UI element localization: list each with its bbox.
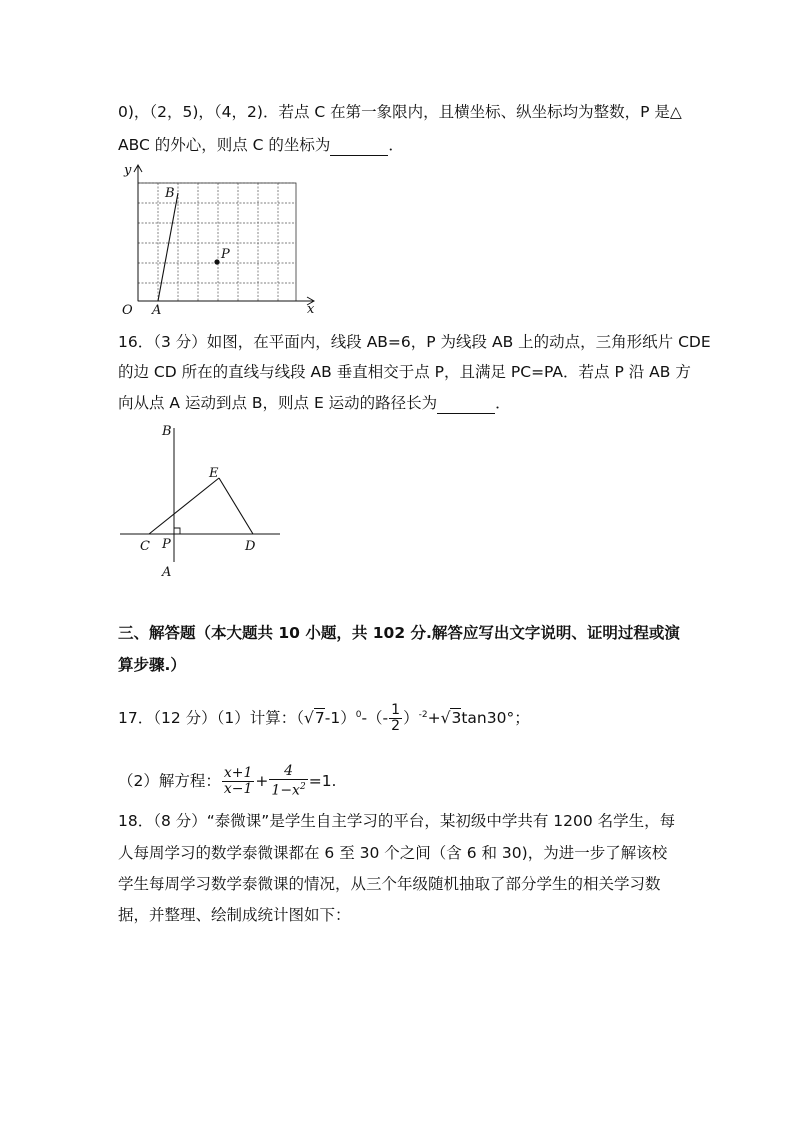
fraction-2 — [269, 764, 307, 799]
label-b: B — [165, 186, 175, 201]
q18-line-1: 18．（8 分）“泰微课”是学生自主学习的平台，某初级中学共有 1200 名学生，每 — [118, 812, 676, 830]
q15-line-2-end: ． — [388, 136, 404, 154]
q17-tail: tan30°； — [461, 709, 530, 727]
q15-line-1: 0)，（2，5)，（4，2)．若点 C 在第一象限内，且横坐标、纵坐标均为整数，P 是△ — [118, 103, 682, 121]
label-a: A — [162, 565, 172, 580]
q16-figure — [118, 420, 298, 585]
label-p: P — [162, 537, 171, 552]
sqrt-3: √3 — [440, 709, 462, 727]
segment-ab — [158, 193, 178, 301]
point-p — [214, 259, 219, 264]
q18-line-2: 人每周学习的数学泰微课都在 6 至 30 个之间（含 6 和 30)，为进一步了解该校 — [118, 844, 668, 862]
fraction-1-num: x+1 — [223, 764, 253, 781]
fraction-half-den: 2 — [391, 718, 401, 734]
q17-dash: -（- — [361, 709, 389, 727]
label-o: O — [122, 303, 133, 318]
fraction-2-den-exp: 2 — [299, 782, 306, 792]
q17-plus: + — [427, 709, 441, 727]
sqrt-7: √7 — [304, 709, 325, 727]
fraction-half — [389, 703, 402, 734]
fraction-2-den — [269, 779, 307, 799]
q18-line-4: 据，并整理、绘制成统计图如下： — [118, 906, 351, 924]
exp-0: 0 — [355, 709, 362, 720]
q17-prefix: 17．（12 分）（1）计算：（ — [118, 709, 304, 727]
section-3-heading-line-2: 算步骤.） — [118, 656, 186, 674]
q17-close: ） — [403, 709, 419, 727]
q16-line-1: 16．（3 分）如图，在平面内，线段 AB=6，P 为线段 AB 上的动点，三角形纸片 CDE — [118, 333, 711, 351]
label-a: A — [152, 303, 162, 318]
q17-part-1 — [118, 703, 530, 734]
fraction-2-num: 4 — [284, 763, 294, 779]
q17-plus-2: + — [255, 771, 269, 790]
exp-neg-2: -2 — [418, 709, 428, 720]
q17-minus1: -1） — [324, 709, 356, 727]
sqrt-3-radicand: 3 — [451, 709, 462, 727]
label-d: D — [245, 539, 256, 554]
q15-grid-figure — [118, 160, 323, 320]
label-c: C — [140, 539, 150, 554]
q16-line-2: 的边 CD 所在的直线与线段 AB 垂直相交于点 P，且满足 PC=PA．若点 P 沿 AB 方 — [118, 363, 691, 381]
answer-blank — [437, 393, 495, 414]
label-x: x — [307, 302, 315, 317]
right-angle-mark — [174, 528, 180, 534]
label-b: B — [162, 424, 172, 439]
answer-blank — [330, 135, 388, 156]
label-y: y — [124, 163, 132, 178]
sqrt-7-radicand: 7 — [314, 709, 325, 727]
q16-line-3-text: 向从点 A 运动到点 B，则点 E 运动的路径长为 — [118, 394, 438, 412]
q17-p2-prefix: （2）解方程： — [118, 771, 221, 790]
fraction-2-den-base: 1−x — [271, 782, 300, 799]
label-e: E — [209, 466, 219, 481]
q17-eq: =1. — [308, 771, 337, 790]
q16-line-3 — [118, 393, 511, 414]
fraction-half-num: 1 — [391, 702, 401, 718]
fraction-1 — [222, 766, 255, 797]
q16-line-3-end: ． — [495, 394, 511, 412]
q18-line-3: 学生每周学习数学泰微课的情况，从三个年级随机抽取了部分学生的相关学习数 — [118, 875, 661, 893]
fraction-1-den: x−1 — [223, 780, 253, 797]
section-3-heading-line-1: 三、解答题（本大题共 10 小题，共 102 分.解答应写出文字说明、证明过程或演 — [118, 624, 680, 642]
q17-part-2 — [118, 764, 336, 799]
side-ce — [149, 478, 219, 534]
q15-line-2 — [118, 135, 404, 156]
q15-line-2-text: ABC 的外心，则点 C 的坐标为 — [118, 136, 331, 154]
label-p: P — [221, 247, 230, 262]
side-ed — [219, 478, 253, 534]
